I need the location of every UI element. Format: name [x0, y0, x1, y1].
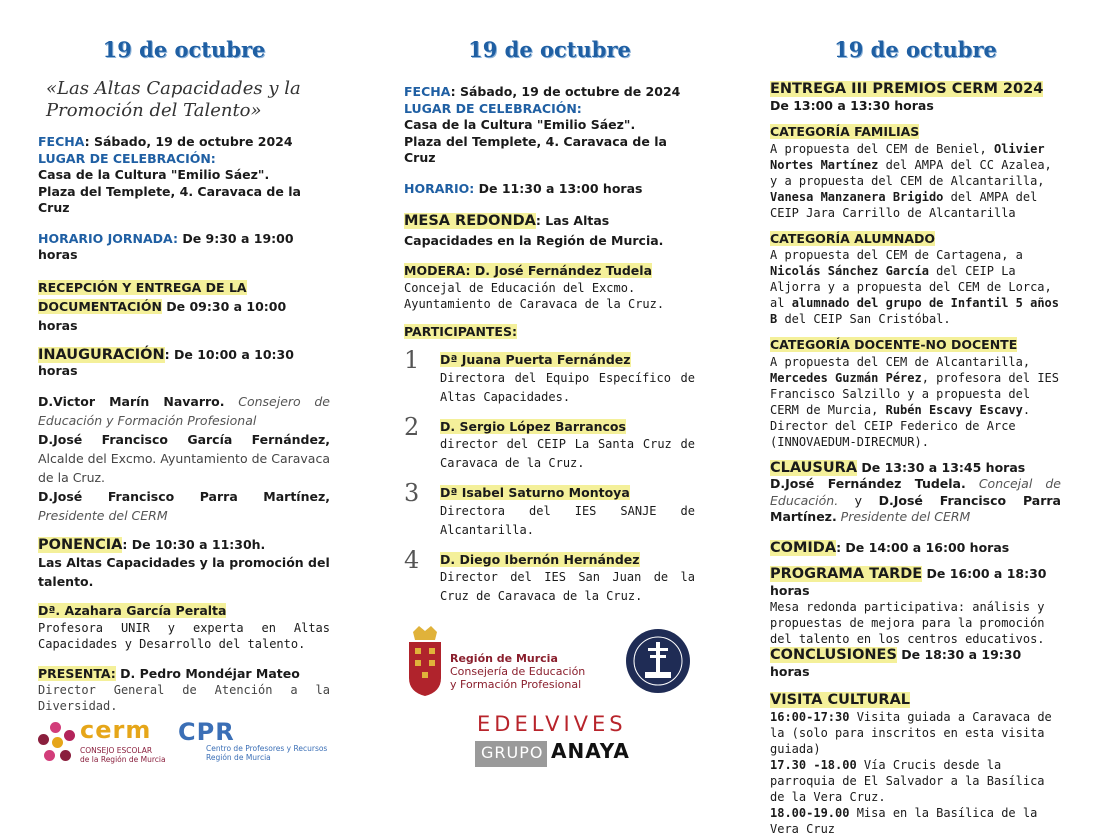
- alumnado-label: CATEGORÍA ALUMNADO: [770, 230, 936, 246]
- lugar-line-2: Plaza del Templete, 4. Caravaca de la Cruz: [404, 133, 667, 165]
- recepcion-label-1: RECEPCIÓN Y ENTREGA DE LA: [38, 279, 247, 295]
- cpr-sub-1: Centro de Profesores y Recursos: [206, 744, 328, 753]
- speaker-1-role: Consejero de Educación y Formación Profesional: [38, 393, 330, 428]
- participant-1: [404, 346, 695, 407]
- clausura-role-1: Concejal de Educación.: [770, 476, 1061, 508]
- murcia-line-1: Región de Murcia: [450, 652, 558, 665]
- fecha-label: FECHA: [404, 84, 451, 99]
- ponente-name: Dª. Azahara García Peralta: [38, 603, 227, 618]
- participant-desc: Directora del Equipo Específico de Altas Capacidades.: [440, 370, 695, 404]
- visita-time-3: 18.00-19.00: [770, 805, 850, 820]
- presenta-name: D. Pedro Mondéjar Mateo: [115, 665, 300, 681]
- participant-desc: Director del IES San Juan de la Cruz de Caravaca de la Cruz.: [440, 570, 695, 603]
- tarde-label: PROGRAMA TARDE: [770, 566, 923, 582]
- alumnado-winner-2: alumnado del grupo de Infantil 5 años B: [770, 296, 1059, 326]
- participant-number: 1: [404, 346, 420, 374]
- modera-label: MODERA: D. José Fernández Tudela: [404, 263, 653, 278]
- horario-label: HORARIO JORNADA:: [38, 230, 178, 246]
- participant-3: [404, 479, 695, 540]
- docente-label: CATEGORÍA DOCENTE-NO DOCENTE: [770, 337, 1018, 352]
- inauguracion-label: INAUGURACIÓN: [38, 346, 165, 363]
- alumnado-text: A propuesta del CEM de Cartagena, a: [770, 248, 1023, 262]
- participant-number: 3: [404, 479, 420, 507]
- familias-winner-1: Olivier Nortes Martínez: [770, 141, 1045, 172]
- familias-label: CATEGORÍA FAMILIAS: [770, 124, 920, 139]
- participant-4: [404, 545, 695, 607]
- familias-text: del AMPA del CC Azalea, y a propuesta del CEM de Alcantarilla,: [770, 157, 1052, 188]
- recepcion-label-2: DOCUMENTACIÓN: [38, 298, 162, 314]
- clausura-speaker-1: D.José Fernández Tudela.: [770, 476, 966, 491]
- edelvives-logo: EDELVIVES: [477, 712, 627, 736]
- speaker-2-role: Alcalde del Excmo. Ayuntamiento de Caravaca de la Cruz.: [38, 450, 330, 485]
- cpr-sub-2: Región de Murcia: [206, 753, 271, 762]
- conclusiones-label: CONCLUSIONES: [770, 647, 897, 663]
- participant-2: [404, 412, 695, 474]
- ponencia-label: PONENCIA: [38, 536, 123, 553]
- clausura-and: y: [838, 492, 879, 508]
- participant-name: D. Sergio López Barrancos: [440, 418, 626, 434]
- murcia-line-2: Consejería de Educación: [450, 665, 586, 678]
- clausura-label: CLAUSURA: [770, 459, 858, 476]
- grupo-anaya-logo: [475, 739, 630, 767]
- anaya-word: ANAYA: [547, 739, 634, 767]
- participant-name: D. Diego Ibernón Hernández: [440, 551, 640, 567]
- fecha-value: : Sábado, 19 de octubre 2024: [84, 134, 293, 149]
- speaker-1-name: D.Victor Marín Navarro.: [38, 393, 225, 409]
- fecha-value: : Sábado, 19 de octubre de 2024: [450, 84, 681, 99]
- mesa-value: : Las Altas Capacidades en la Región de Murcia.: [404, 213, 664, 248]
- region-murcia-shield-icon: [405, 626, 445, 696]
- recepcion-value: De 09:30 a 10:00 horas: [38, 298, 287, 333]
- inauguracion-value: : De 10:00 a 10:30 horas: [38, 346, 294, 378]
- docente-winner-2: Rubén Escavy Escavy: [885, 402, 1023, 417]
- participant-number: 2: [404, 412, 420, 441]
- lugar-label: LUGAR DE CELEBRACIÓN:: [404, 100, 582, 116]
- lugar-line-1: Casa de la Cultura "Emilio Sáez".: [404, 117, 636, 132]
- speaker-2-name: D.José Francisco García Fernández,: [38, 431, 330, 447]
- alumnado-winner-1: Nicolás Sánchez García: [770, 264, 929, 278]
- lugar-label: LUGAR DE CELEBRACIÓN:: [38, 150, 216, 166]
- participant-desc: Directora del IES SANJE de Alcantarilla.: [440, 503, 695, 537]
- visita-desc-1: Visita guiada a Caravaca de la (solo para inscritos en esta visita guiada): [770, 709, 1052, 756]
- date-heading: 19 de octubre: [102, 37, 266, 62]
- clausura-value: De 13:30 a 13:45 horas: [857, 459, 1026, 475]
- cerm-logo-icon: [36, 722, 80, 766]
- lugar-line-2: Plaza del Templete, 4. Caravaca de la Cruz: [38, 183, 301, 215]
- docente-winner-1: Mercedes Guzmán Pérez: [770, 370, 922, 385]
- ponencia-title: Las Altas Capacidades y la promoción del talento.: [38, 555, 330, 589]
- cpr-logo-subtitle: [206, 744, 327, 762]
- caravaca-seal-icon: [625, 628, 691, 694]
- footer-logos-middle: [405, 622, 705, 772]
- participant-number: 4: [404, 545, 420, 574]
- ponencia-value: : De 10:30 a 11:30h.: [122, 536, 266, 552]
- fecha-label: FECHA: [38, 134, 85, 149]
- speaker-3-role: Presidente del CERM: [38, 507, 168, 523]
- horario-value: De 9:30 a 19:00 horas: [38, 230, 294, 262]
- presenta-label: PRESENTA:: [38, 665, 116, 681]
- cerm-sub-1: CONSEJO ESCOLAR: [80, 746, 153, 755]
- docente-text: , profesora del IES Francisco Salzillo y a propuesta del CERM de Murcia,: [770, 370, 1059, 417]
- date-heading: 19 de octubre: [834, 37, 997, 62]
- tarde-desc: Mesa redonda participativa: análisis y propuestas de mejora para la promoción del talento en los centros educativos.: [770, 600, 1045, 646]
- visita-time-1: 16:00-17:30: [770, 709, 850, 724]
- visita-label: VISITA CULTURAL: [770, 692, 911, 708]
- premios-value: De 13:00 a 13:30 horas: [770, 97, 934, 113]
- lugar-line-1: Casa de la Cultura "Emilio Sáez".: [38, 167, 270, 182]
- visita-desc-3: Misa en la Basílica de la Vera Cruz: [770, 805, 1038, 836]
- familias-text: del AMPA del CEIP Jara Carrillo de Alcantarilla: [770, 189, 1038, 220]
- clausura-speaker-2: D.José Francisco Parra Martínez.: [770, 492, 1061, 524]
- familias-text: A propuesta del CEM de Beniel,: [770, 141, 994, 156]
- column-3: [733, 0, 1099, 836]
- clausura-role-2: Presidente del CERM: [836, 509, 971, 524]
- ponente-desc: Profesora UNIR y experta en Altas Capacidades y Desarrollo del talento.: [38, 620, 330, 651]
- cerm-logo-word: cerm: [80, 716, 152, 744]
- modera-desc: Concejal de Educación del Excmo. Ayuntamiento de Caravaca de la Cruz.: [404, 280, 665, 311]
- participant-name: Dª Juana Puerta Fernández: [440, 352, 631, 367]
- familias-winner-2: Vanesa Manzanera Brigido: [770, 189, 944, 204]
- cpr-logo-word: CPR: [178, 718, 235, 746]
- conclusiones-value: De 18:30 a 19:30 horas: [770, 647, 1022, 679]
- presenta-role: Director General de Atención a la Diversidad.: [38, 683, 330, 713]
- mesa-label: MESA REDONDA: [404, 213, 536, 229]
- horario-label: HORARIO:: [404, 180, 475, 196]
- footer-logos-left: [36, 716, 336, 768]
- murcia-line-3: y Formación Profesional: [450, 678, 582, 691]
- speaker-3-name: D.José Francisco Parra Martínez,: [38, 488, 330, 504]
- alumnado-text: del CEIP San Cristóbal.: [777, 312, 951, 326]
- participant-name: Dª Isabel Saturno Montoya: [440, 485, 630, 500]
- premios-label: ENTREGA III PREMIOS CERM 2024: [770, 81, 1044, 97]
- comida-label: COMIDA: [770, 539, 837, 556]
- horario-value: De 11:30 a 13:00 horas: [474, 180, 643, 196]
- visita-desc-2: Vía Crucis desde la parroquia de El Salvador a la Basílica de la Vera Cruz.: [770, 757, 1045, 804]
- visita-time-2: 17.30 -18.00: [770, 757, 857, 772]
- participant-desc: director del CEIP La Santa Cruz de Caravaca de la Cruz.: [440, 437, 695, 470]
- participantes-label: PARTICIPANTES:: [404, 323, 517, 339]
- conference-title: «Las Altas Capacidades y la Promoción del Talento»: [46, 78, 301, 121]
- docente-text: . Director del CEIP Federico de Arce (INNOVAEDUM-DIRECMUR).: [770, 402, 1031, 449]
- column-1: [0, 0, 366, 777]
- grupo-word: GRUPO: [481, 743, 544, 762]
- comida-value: : De 14:00 a 16:00 horas: [836, 539, 1010, 555]
- tarde-value: De 16:00 a 18:30 horas: [770, 566, 1047, 598]
- cerm-logo-subtitle: [80, 746, 166, 764]
- region-murcia-text: [450, 652, 585, 691]
- alumnado-text: del CEIP La Aljorra y a propuesta del CEM de Lorca, al: [770, 264, 1052, 310]
- cerm-sub-2: de la Región de Murcia: [80, 755, 166, 764]
- docente-text: A propuesta del CEM de Alcantarilla,: [770, 354, 1031, 369]
- date-heading: 19 de octubre: [468, 37, 631, 62]
